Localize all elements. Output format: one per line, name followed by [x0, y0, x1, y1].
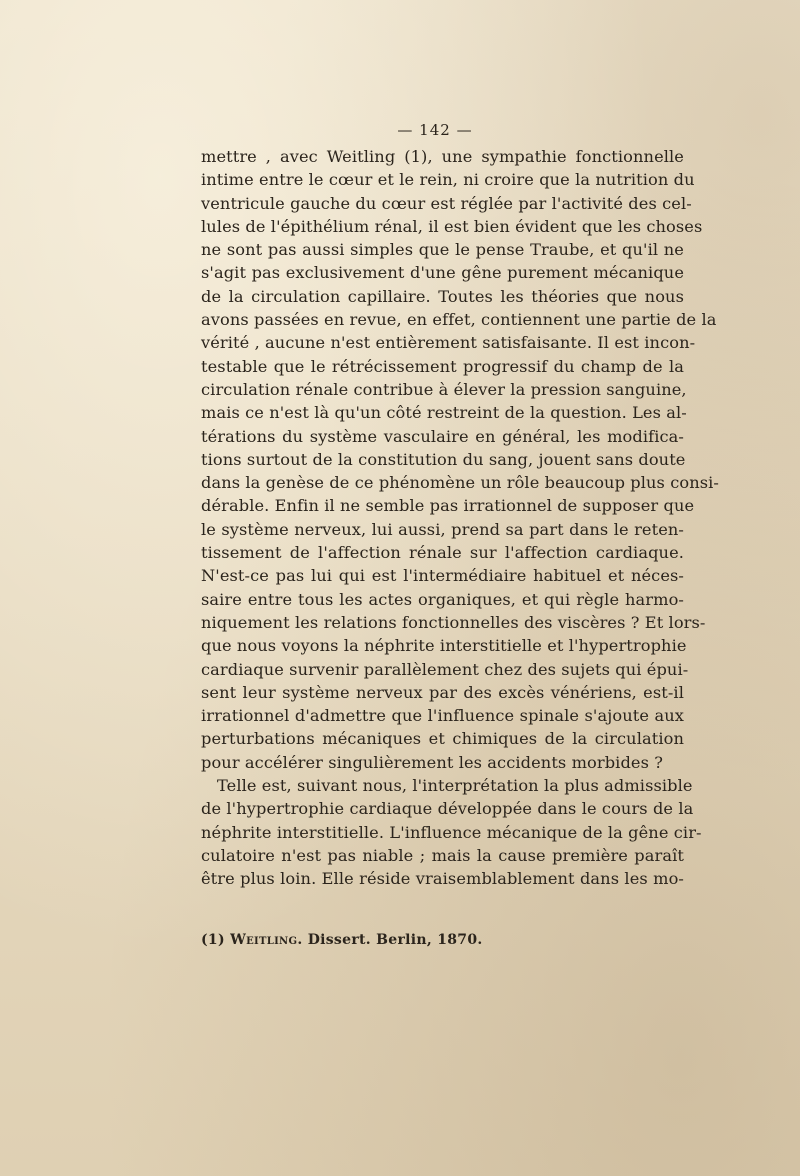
page-number: — 142 —	[397, 121, 473, 139]
text-line: mais ce n'est là qu'un côté restreint de la question. Les al-	[201, 403, 687, 423]
text-line: saire entre tous les actes organiques, et qui règle harmo-	[201, 589, 684, 609]
text-line: térations du système vasculaire en général, les modifica-	[201, 426, 684, 446]
text-line: mettre , avec Weitling (1), une sympathie fonctionnelle	[201, 147, 684, 166]
paragraph-end-line: pour accélérer singulièrement les accidents morbides ?	[201, 752, 664, 772]
text-line: sent leur système nerveux par des excès vénériens, est-il	[201, 682, 684, 702]
text-line: vérité , aucune n'est entièrement satisfaisante. Il est incon-	[201, 333, 696, 353]
text-line: irrationnel d'admettre que l'influence spinale s'ajoute aux	[201, 706, 684, 726]
footnote-author: Weitling	[230, 932, 298, 948]
text-line: néphrite interstitielle. L'influence mécanique de la gêne cir-	[201, 822, 702, 842]
text-line: ventricule gauche du cœur est réglée par l'activité des cel-	[201, 193, 692, 213]
text-line: que nous voyons la néphrite interstitielle et l'hypertrophie	[201, 636, 687, 656]
text-line: de la circulation capillaire. Toutes les théories que nous	[201, 286, 684, 306]
text-line: lules de l'épithélium rénal, il est bien évident que les choses	[201, 216, 703, 236]
text-line: niquement les relations fonctionnelles des viscères ? Et lors-	[201, 612, 706, 632]
footnote-marker: (1)	[201, 932, 225, 948]
text-line: perturbations mécaniques et chimiques de la circulation	[201, 729, 684, 749]
text-line: être plus loin. Elle réside vraisemblablement dans les mo-	[201, 869, 684, 889]
text-line: tions surtout de la constitution du sang, jouent sans doute	[201, 449, 686, 469]
text-line: circulation rénale contribue à élever la pression sanguine,	[201, 379, 687, 399]
text-line: cardiaque survenir parallèlement chez des sujets qui épui-	[201, 659, 689, 679]
text-line: avons passées en revue, en effet, contiennent une partie de la	[201, 310, 717, 330]
text-line: culatoire n'est pas niable ; mais la cause première paraît	[201, 845, 684, 865]
text-line: de l'hypertrophie cardiaque développée dans le cours de la	[201, 799, 694, 819]
text-line: ne sont pas aussi simples que le pense Traube, et qu'il ne	[201, 240, 684, 260]
text-line: intime entre le cœur et le rein, ni croire que la nutrition du	[201, 170, 695, 190]
footnote-citation: . Dissert. Berlin, 1870.	[297, 932, 483, 948]
text-line: s'agit pas exclusivement d'une gêne purement mécanique	[201, 263, 684, 283]
paragraph-start-line: Telle est, suivant nous, l'interprétation la plus admissible	[217, 776, 693, 796]
text-line: tissement de l'affection rénale sur l'affection cardiaque.	[201, 543, 684, 563]
text-line: dérable. Enfin il ne semble pas irrationnel de supposer que	[201, 496, 695, 516]
text-line: le système nerveux, lui aussi, prend sa part dans le reten-	[201, 519, 684, 539]
text-line: testable que le rétrécissement progressif du champ de la	[201, 356, 684, 376]
text-line: N'est-ce pas lui qui est l'intermédiaire habituel et néces-	[201, 566, 684, 586]
text-line: dans la genèse de ce phénomène un rôle beaucoup plus consi-	[201, 473, 719, 493]
body-text	[201, 145, 719, 891]
footnote	[201, 932, 483, 948]
